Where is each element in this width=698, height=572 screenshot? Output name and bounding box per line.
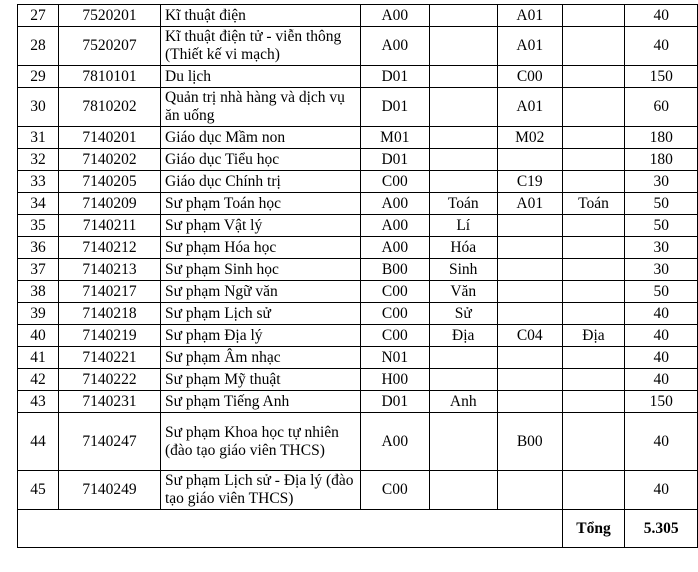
combination-1-cell: C00 [361,281,429,303]
main-subject-2-cell [562,303,625,325]
admission-quota-table [17,4,698,548]
combination-2-cell [497,347,562,369]
table-row [18,5,698,27]
total-row [18,510,698,548]
major-code-cell: 7140211 [59,215,161,237]
major-name-cell: Du lịch [161,66,361,88]
combination-2-cell [497,237,562,259]
combination-2-cell [497,303,562,325]
main-subject-2-cell [562,237,625,259]
quota-cell: 50 [625,193,698,215]
major-name-cell: Sư phạm Tiếng Anh [161,391,361,413]
row-number-cell: 43 [18,391,59,413]
main-subject-2-cell [562,215,625,237]
main-subject-1-cell [429,471,497,510]
major-name-cell: Sư phạm Toán học [161,193,361,215]
table-row [18,471,698,510]
row-number-cell: 39 [18,303,59,325]
combination-2-cell [497,391,562,413]
combination-2-cell: C19 [497,171,562,193]
combination-2-cell [497,149,562,171]
combination-1-cell: A00 [361,215,429,237]
main-subject-1-cell [429,127,497,149]
row-number-cell: 36 [18,237,59,259]
main-subject-1-cell: Sinh [429,259,497,281]
major-name-cell: Giáo dục Chính trị [161,171,361,193]
table-body [18,5,698,548]
main-subject-2-cell [562,66,625,88]
quota-cell: 150 [625,391,698,413]
table-row [18,369,698,391]
row-number-cell: 35 [18,215,59,237]
row-number-cell: 42 [18,369,59,391]
table-row [18,127,698,149]
major-code-cell: 7140202 [59,149,161,171]
quota-cell: 40 [625,369,698,391]
major-code-cell: 7140247 [59,413,161,471]
row-number-cell: 30 [18,88,59,127]
quota-cell: 30 [625,171,698,193]
major-name-cell: Sư phạm Lịch sử - Địa lý (đào tạo giáo viên THCS) [161,471,361,510]
combination-1-cell: N01 [361,347,429,369]
combination-2-cell: A01 [497,88,562,127]
main-subject-1-cell: Toán [429,193,497,215]
major-code-cell: 7810101 [59,66,161,88]
major-code-cell: 7140222 [59,369,161,391]
combination-2-cell [497,281,562,303]
major-name-cell: Giáo dục Mầm non [161,127,361,149]
main-subject-1-cell [429,171,497,193]
row-number-cell: 44 [18,413,59,471]
combination-2-cell [497,215,562,237]
combination-1-cell: M01 [361,127,429,149]
row-number-cell: 37 [18,259,59,281]
table-row [18,193,698,215]
combination-1-cell: A00 [361,413,429,471]
quota-cell: 30 [625,237,698,259]
major-name-cell: Sư phạm Khoa học tự nhiên (đào tạo giáo viên THCS) [161,413,361,471]
major-code-cell: 7140219 [59,325,161,347]
row-number-cell: 45 [18,471,59,510]
major-name-cell: Sư phạm Ngữ văn [161,281,361,303]
major-code-cell: 7140231 [59,391,161,413]
main-subject-2-cell [562,413,625,471]
combination-2-cell: A01 [497,5,562,27]
major-name-cell: Sư phạm Âm nhạc [161,347,361,369]
row-number-cell: 32 [18,149,59,171]
row-number-cell: 31 [18,127,59,149]
main-subject-1-cell [429,413,497,471]
table-row [18,88,698,127]
row-number-cell: 28 [18,27,59,66]
major-name-cell: Giáo dục Tiểu học [161,149,361,171]
row-number-cell: 27 [18,5,59,27]
combination-2-cell: C00 [497,66,562,88]
total-value: 5.305 [625,510,698,548]
major-code-cell: 7140205 [59,171,161,193]
total-spacer-cell [18,510,563,548]
table-row [18,413,698,471]
table-row [18,171,698,193]
combination-1-cell: C00 [361,471,429,510]
main-subject-1-cell: Địa [429,325,497,347]
combination-1-cell: D01 [361,88,429,127]
main-subject-1-cell: Văn [429,281,497,303]
main-subject-2-cell [562,149,625,171]
main-subject-1-cell [429,88,497,127]
main-subject-1-cell: Lí [429,215,497,237]
major-code-cell: 7140217 [59,281,161,303]
main-subject-1-cell: Hóa [429,237,497,259]
major-name-cell: Kĩ thuật điện tử - viễn thông (Thiết kế vi mạch) [161,27,361,66]
table-row [18,66,698,88]
main-subject-2-cell [562,5,625,27]
table-row [18,303,698,325]
quota-cell: 40 [625,27,698,66]
major-code-cell: 7520201 [59,5,161,27]
main-subject-1-cell [429,369,497,391]
main-subject-2-cell [562,391,625,413]
table-row [18,237,698,259]
main-subject-2-cell: Toán [562,193,625,215]
quota-cell: 50 [625,215,698,237]
major-code-cell: 7140212 [59,237,161,259]
combination-1-cell: D01 [361,149,429,171]
quota-cell: 50 [625,281,698,303]
major-name-cell: Quản trị nhà hàng và dịch vụ ăn uống [161,88,361,127]
main-subject-2-cell [562,88,625,127]
combination-1-cell: H00 [361,369,429,391]
major-code-cell: 7140209 [59,193,161,215]
row-number-cell: 41 [18,347,59,369]
main-subject-2-cell [562,369,625,391]
table-row [18,347,698,369]
main-subject-2-cell [562,127,625,149]
major-name-cell: Sư phạm Sinh học [161,259,361,281]
quota-cell: 180 [625,149,698,171]
combination-1-cell: A00 [361,237,429,259]
combination-2-cell: A01 [497,193,562,215]
major-name-cell: Sư phạm Mỹ thuật [161,369,361,391]
quota-cell: 150 [625,66,698,88]
major-name-cell: Sư phạm Địa lý [161,325,361,347]
major-code-cell: 7140213 [59,259,161,281]
main-subject-1-cell [429,5,497,27]
row-number-cell: 40 [18,325,59,347]
main-subject-1-cell [429,27,497,66]
major-name-cell: Sư phạm Vật lý [161,215,361,237]
major-name-cell: Sư phạm Lịch sử [161,303,361,325]
quota-cell: 40 [625,347,698,369]
main-subject-1-cell [429,347,497,369]
major-code-cell: 7810202 [59,88,161,127]
combination-1-cell: A00 [361,27,429,66]
combination-2-cell: M02 [497,127,562,149]
quota-cell: 60 [625,88,698,127]
major-name-cell: Kĩ thuật điện [161,5,361,27]
main-subject-2-cell [562,171,625,193]
major-code-cell: 7140218 [59,303,161,325]
quota-cell: 40 [625,413,698,471]
main-subject-2-cell [562,281,625,303]
combination-2-cell [497,369,562,391]
row-number-cell: 29 [18,66,59,88]
combination-2-cell: A01 [497,27,562,66]
main-subject-2-cell: Địa [562,325,625,347]
quota-cell: 40 [625,5,698,27]
quota-cell: 180 [625,127,698,149]
quota-cell: 30 [625,259,698,281]
combination-2-cell [497,259,562,281]
major-name-cell: Sư phạm Hóa học [161,237,361,259]
combination-1-cell: A00 [361,5,429,27]
major-code-cell: 7140249 [59,471,161,510]
combination-1-cell: C00 [361,325,429,347]
main-subject-1-cell [429,149,497,171]
combination-1-cell: B00 [361,259,429,281]
major-code-cell: 7140201 [59,127,161,149]
combination-2-cell [497,471,562,510]
table-row [18,215,698,237]
combination-1-cell: C00 [361,171,429,193]
combination-1-cell: D01 [361,66,429,88]
combination-1-cell: C00 [361,303,429,325]
main-subject-2-cell [562,471,625,510]
combination-1-cell: D01 [361,391,429,413]
row-number-cell: 34 [18,193,59,215]
table-row [18,325,698,347]
row-number-cell: 33 [18,171,59,193]
main-subject-2-cell [562,259,625,281]
table-row [18,281,698,303]
quota-cell: 40 [625,303,698,325]
main-subject-2-cell [562,347,625,369]
quota-cell: 40 [625,325,698,347]
table-row [18,391,698,413]
combination-1-cell: A00 [361,193,429,215]
main-subject-2-cell [562,27,625,66]
row-number-cell: 38 [18,281,59,303]
combination-2-cell: C04 [497,325,562,347]
major-code-cell: 7520207 [59,27,161,66]
main-subject-1-cell: Anh [429,391,497,413]
main-subject-1-cell [429,66,497,88]
combination-2-cell: B00 [497,413,562,471]
quota-cell: 40 [625,471,698,510]
major-code-cell: 7140221 [59,347,161,369]
table-row [18,259,698,281]
table-row [18,27,698,66]
table-row [18,149,698,171]
total-label: Tổng [562,510,625,548]
main-subject-1-cell: Sử [429,303,497,325]
